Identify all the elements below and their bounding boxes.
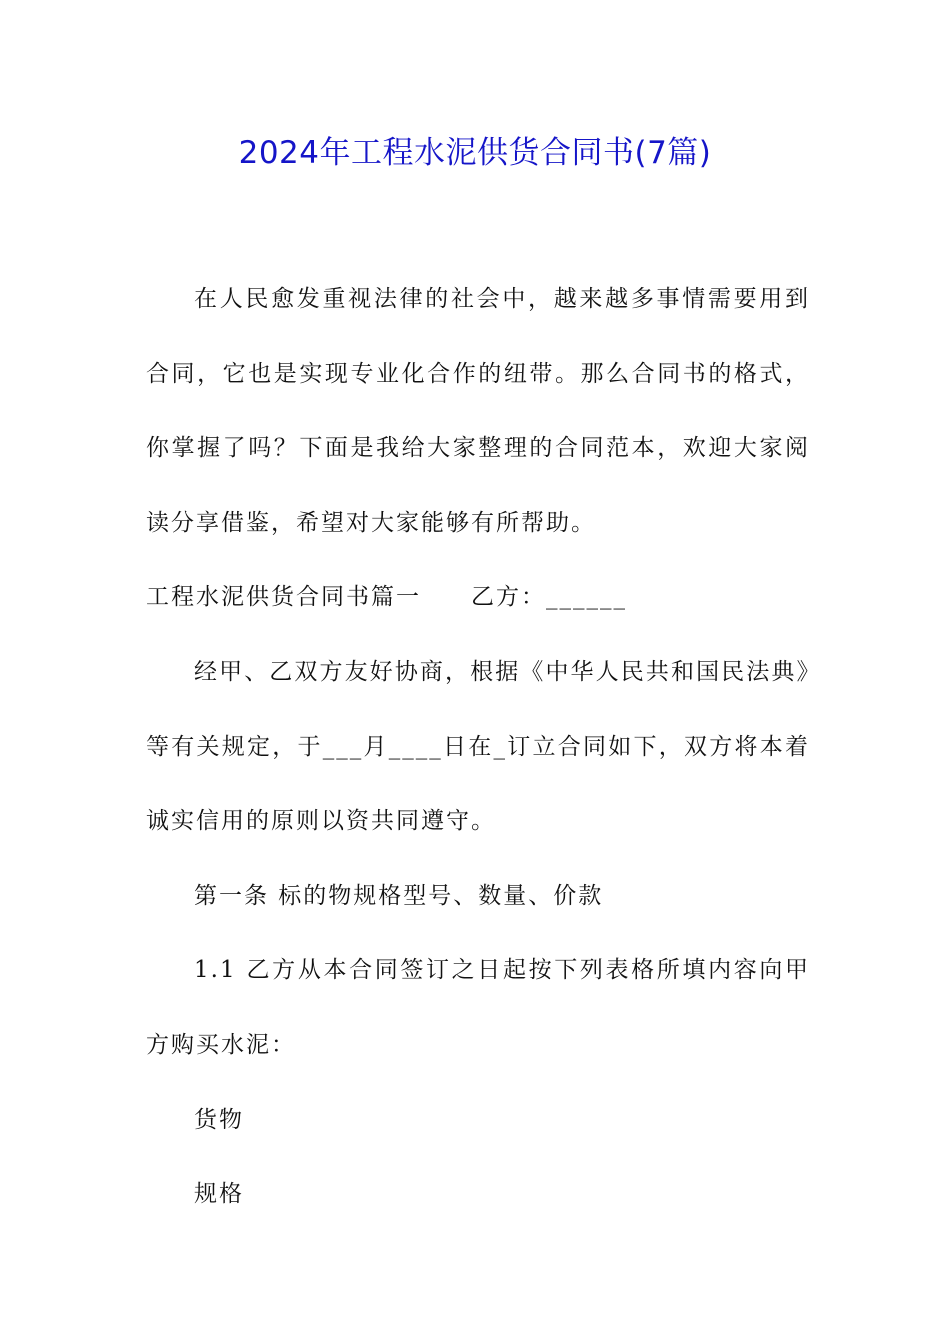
section-heading-line [146,560,810,635]
preamble-paragraph: 经甲、乙双方友好协商，根据《中华人民共和国民法典》等有关规定，于___月____日在_订立合同如下，双方将本着诚实信用的原则以资共同遵守。 [146,658,810,835]
table-col-spec: 规格 [194,1181,244,1208]
section-heading: 工程水泥供货合同书篇一 [146,584,421,611]
party-b-field: 乙方：______ [471,584,627,611]
document-title: 2024年工程水泥供货合同书(7篇) [238,135,712,171]
document-body [146,262,810,1232]
intro-paragraph: 在人民愈发重视法律的社会中，越来越多事情需要用到合同，它也是实现专业化合作的纽带。那么合同书的格式，你掌握了吗？下面是我给大家整理的合同范本，欢迎大家阅读分享借鉴，希望对大家能够有所帮助。 [146,286,810,536]
article-1-heading: 第一条 标的物规格型号、数量、价款 [194,882,604,909]
table-col-goods: 货物 [194,1106,244,1133]
clause-1-1: 1.1 乙方从本合同签订之日起按下列表格所填内容向甲方购买水泥： [146,957,810,1058]
